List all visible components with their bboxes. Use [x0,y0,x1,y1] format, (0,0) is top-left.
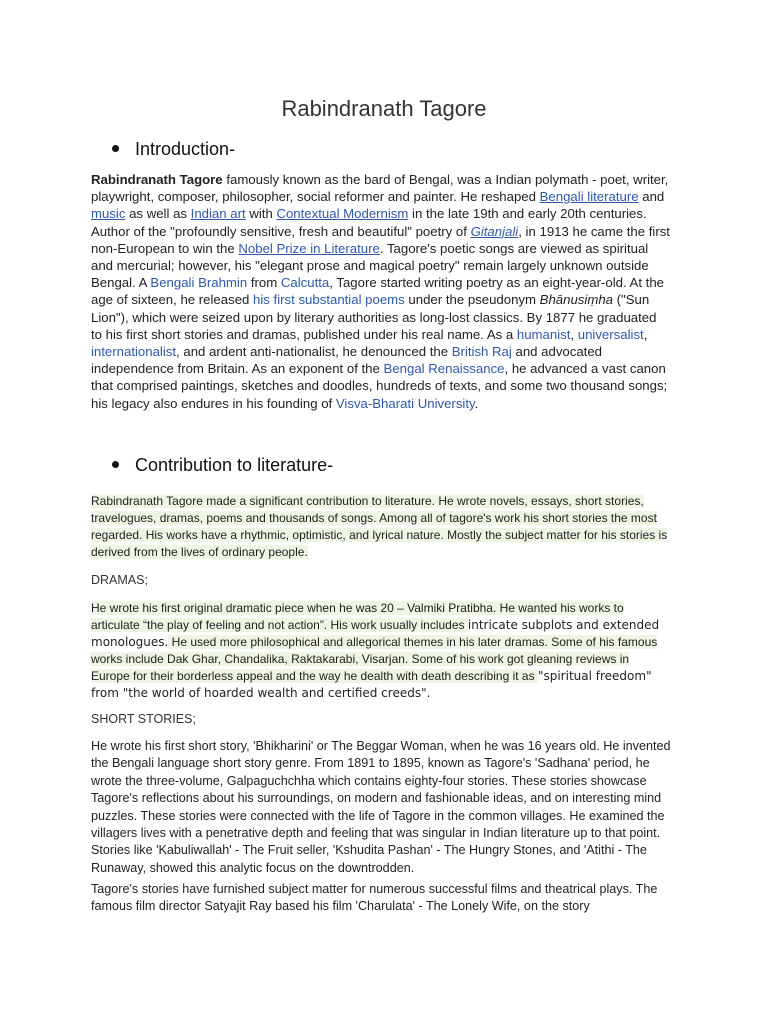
section-heading-contribution: Contribution to literature- [112,455,333,476]
dramas-paragraph: He wrote his first original dramatic piece when he was 20 – Valmiki Pratibha. He wanted his works to articulate “the play of feeling and not action”. His work usually includes intricate subplots and extended monologues. He used more philosophical and allegorical themes in his later dramas. Some of his famous works include Dak Ghar, Chandalika, Raktakarabi, Visarjan. Some of his work got gleaning reviews in Europe for their borderless appeal and the way he dealth with death describing it as "spiritual freedom" from "the world of hoarded wealth and certified creeds". [91,601,660,700]
link-visva-bharati[interactable]: Visva-Bharati University [335,395,475,411]
section-heading-introduction: Introduction- [112,139,235,160]
link-british-raj[interactable]: British Raj [451,344,512,360]
link-universalist[interactable]: universalist [577,326,644,342]
bullet-icon [112,461,119,468]
films-paragraph: Tagore's stories have furnished subject matter for numerous successful films and theatrical plays. The famous film director Satyajit Ray based his film 'Charulata' - The Lonely Wife, on the story [91,882,658,914]
link-bengal-renaissance[interactable]: Bengal Renaissance [383,361,505,377]
link-indian-art[interactable]: Indian art [190,206,246,222]
page-title: Rabindranath Tagore [281,96,487,121]
bullet-icon [112,145,119,152]
link-nobel-prize[interactable]: Nobel Prize in Literature [238,240,380,256]
contribution-paragraph: Rabindranath Tagore made a significant contribution to literature. He wrote novels, essays, short stories, travelogues, dramas, poems and thousands of songs. Among all of tagore's work his short stories the most regarded. His works have a rhythmic, optimistic, and lyrical nature. Mostly the subject matter for his stories is derived from the lives of ordinary people. [91,494,668,559]
link-first-poems[interactable]: his first substantial poems [253,292,405,308]
dramas-label: DRAMAS; [91,573,148,587]
short-stories-label: SHORT STORIES; [91,712,196,726]
link-humanist[interactable]: humanist [516,326,571,342]
link-gitanjali[interactable]: Gitanjali [470,223,519,239]
link-calcutta[interactable]: Calcutta [280,275,330,291]
short-stories-paragraph: He wrote his first short story, 'Bhikharini' or The Beggar Woman, when he was 16 years old. He invented the Bengali language short story genre. From 1891 to 1895, known as Tagore's 'Sadhana' period, he wrote the three-volume, Galpaguchchha which contains eighty-four stories. These stories showcase Tagore's reflections about his surroundings, on modern and fashionable ideas, and on interesting mind puzzles. These stories were connected with the life of Tagore in the common villages. He examined the villagers lives with a penetrative depth and feeling that was singular in Indian literature up to that point. Stories like 'Kabuliwallah' - The Fruit seller, 'Kshudita Pashan' - The Hungry Stones, and 'Atithi - The Runaway, showed this analytic focus on the downtrodden. [91,739,671,875]
link-bengali-literature[interactable]: Bengali literature [539,189,639,205]
link-music[interactable]: music [91,206,126,222]
introduction-paragraph: Rabindranath Tagore famously known as the bard of Bengal, was a Indian polymath - poet, writer, playwright, composer, philosopher, social reformer and painter. He reshaped Bengali literature and music as well as Indian art with Contextual Modernism in the late 19th and early 20th centuries. Author of the "profoundly sensitive, fresh and beautiful" poetry of Gitanjali, in 1913 he came the first non-European to win the Nobel Prize in Literature. Tagore's poetic songs are viewed as spiritual and mercurial; however, his "elegant prose and magical poetry" remain largely unknown outside Bengal. A Bengali Brahmin from Calcutta, Tagore started writing poetry as an eight-year-old. At the age of sixteen, he released his first substantial poems under the pseudonym Bhānusiṃha ("Sun Lion"), which were seized upon by literary authorities as long-lost classics. By 1877 he graduated to his first short stories and dramas, published under his real name. As a humanist, universalist, internationalist, and ardent anti-nationalist, he denounced the British Raj and advocated independence from Britain. As an exponent of the Bengal Renaissance, he advanced a vast canon that comprised paintings, sketches and doodles, hundreds of texts, and some two thousand songs; his legacy also endures in his founding of Visva-Bharati University. [91,172,670,411]
link-bengali-brahmin[interactable]: Bengali Brahmin [150,275,248,291]
link-contextual-modernism[interactable]: Contextual Modernism [276,206,409,222]
link-internationalist[interactable]: internationalist [91,344,177,360]
